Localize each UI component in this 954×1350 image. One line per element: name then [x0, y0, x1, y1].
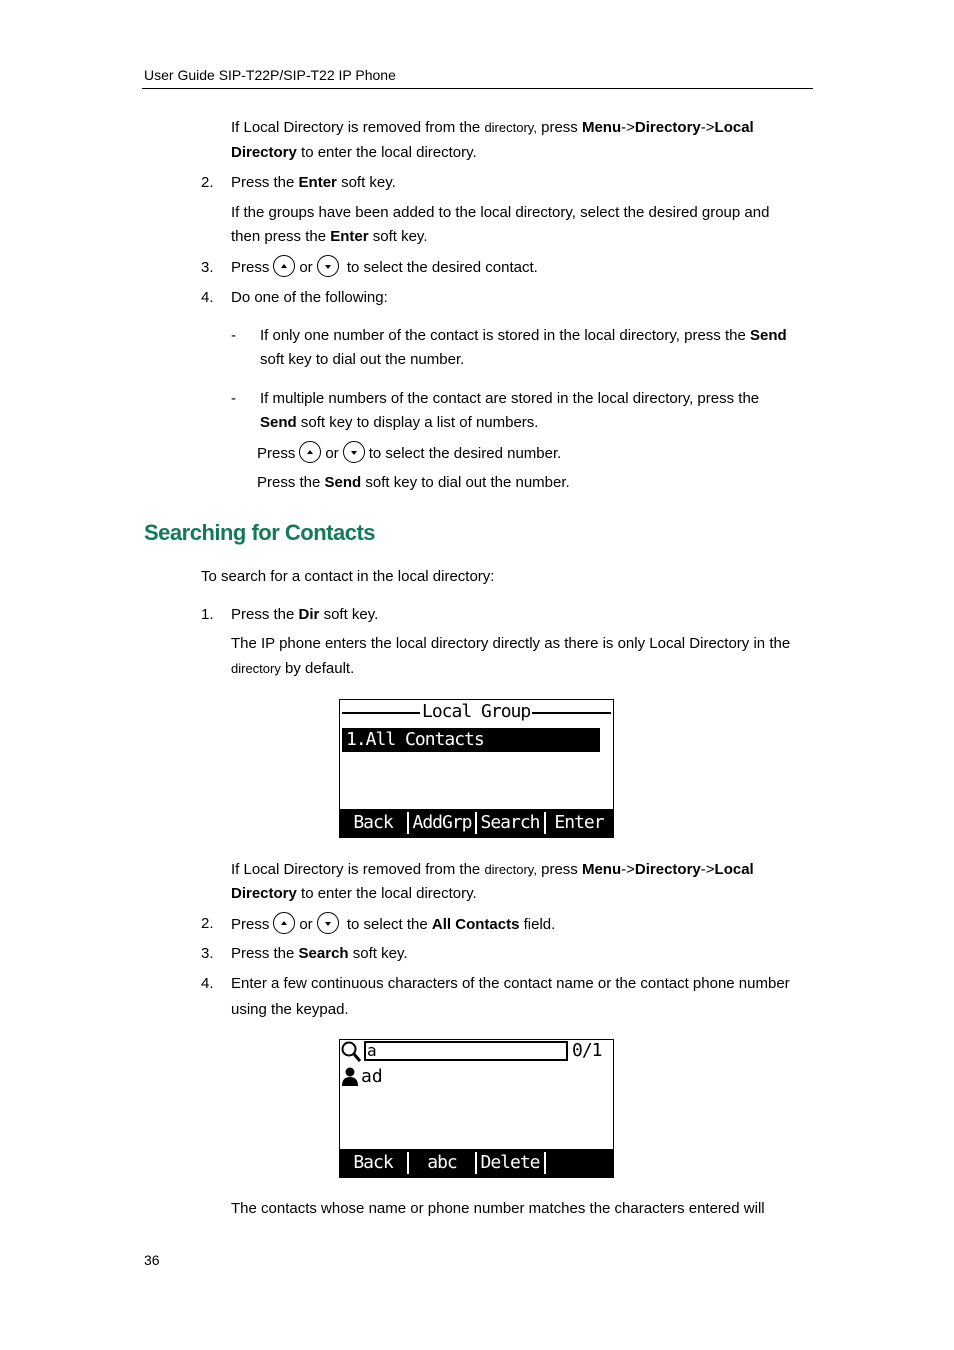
search-step-3 — [231, 944, 408, 964]
title-rule — [342, 712, 420, 714]
up-arrow-key-icon — [273, 255, 295, 277]
up-arrow-key-icon — [273, 912, 295, 934]
search-step-4-line1: Enter a few continuous characters of the contact name or the contact phone number — [231, 975, 790, 992]
enter-key: Enter — [330, 228, 369, 245]
text: Press — [257, 444, 296, 462]
text: or — [299, 915, 313, 933]
local-key: Local — [714, 119, 754, 136]
text: soft key. — [372, 228, 428, 245]
step-2 — [231, 173, 396, 193]
text: or — [325, 444, 339, 462]
bullet-1-line2: soft key to dial out the number. — [260, 351, 465, 368]
arrow: -> — [621, 119, 635, 136]
text: If Local Directory is removed from the — [231, 861, 481, 878]
phone-screen-local-group — [339, 699, 614, 838]
text: Press — [231, 915, 270, 933]
text: Press the — [257, 474, 321, 491]
text: Press the — [231, 945, 295, 962]
step-number: 4. — [201, 289, 214, 306]
selected-item: 1.All Contacts — [342, 728, 600, 752]
softkey-empty — [546, 1149, 612, 1177]
contact-name: ad — [361, 1066, 383, 1087]
text: directory, — [484, 862, 537, 877]
enter-key: Enter — [298, 174, 337, 191]
softkey-abc: abc — [427, 1152, 457, 1173]
step-number: 4. — [201, 975, 214, 992]
text: to enter the local directory. — [301, 144, 477, 161]
up-arrow-key-icon — [299, 441, 321, 463]
step-4: Do one of the following: — [231, 289, 388, 306]
section-title: Searching for Contacts — [144, 520, 376, 545]
text: soft key to dial out the number. — [365, 474, 570, 491]
softkey-bar — [340, 1149, 613, 1177]
step-number: 3. — [201, 259, 214, 276]
search-step-1 — [231, 605, 378, 625]
local-key: Local — [714, 861, 754, 878]
text: Press the — [231, 174, 295, 191]
paragraph-local-removed-line2 — [231, 143, 477, 163]
title-rule — [526, 712, 611, 714]
arrow: -> — [621, 861, 635, 878]
step-number: 2. — [201, 174, 214, 191]
send-key: Send — [749, 327, 787, 344]
text: to select the desired contact. — [346, 258, 538, 276]
step-number: 3. — [201, 945, 214, 962]
bullet-2-press — [257, 443, 561, 465]
text: soft key. — [352, 945, 408, 962]
text: to enter the local directory. — [301, 885, 477, 902]
step-2-note-line1: If the groups have been added to the local directory, select the desired group and — [231, 204, 770, 221]
down-arrow-key-icon — [317, 255, 339, 277]
arrow: -> — [700, 119, 715, 136]
running-header: User Guide SIP-T22P/SIP-T22 IP Phone — [144, 67, 396, 83]
bullet-2-line2 — [260, 413, 538, 433]
search-step-1-note-line2 — [231, 659, 354, 679]
contact-icon — [341, 1067, 359, 1087]
text: press — [541, 119, 578, 136]
down-arrow-key-icon — [343, 441, 365, 463]
page-number: 36 — [144, 1252, 160, 1268]
text: to select the desired number. — [368, 444, 562, 462]
send-key: Send — [260, 414, 297, 431]
directory-key: Directory — [634, 119, 701, 136]
step-3 — [231, 257, 538, 279]
search-input: a — [364, 1041, 568, 1061]
text: soft key to display a list of numbers. — [300, 414, 539, 431]
softkey-bar — [340, 809, 613, 837]
bullet-dash: - — [231, 390, 236, 407]
closing-paragraph: The contacts whose name or phone number matches the characters entered will — [231, 1200, 765, 1217]
search-icon — [341, 1041, 361, 1063]
softkey-search: Search — [480, 812, 540, 833]
text: Press — [231, 258, 270, 276]
text: If only one number of the contact is stored in the local directory, press the — [260, 327, 746, 344]
text: If Local Directory is removed from the — [231, 119, 481, 136]
text: by default. — [285, 660, 355, 677]
header-rule — [142, 88, 813, 89]
text: press — [541, 861, 578, 878]
step-number: 2. — [201, 915, 214, 932]
result-count: 0/1 — [572, 1040, 602, 1061]
bullet-2-send — [257, 473, 570, 493]
phone-screen-search — [339, 1039, 614, 1178]
text: soft key. — [323, 606, 379, 623]
menu-key: Menu — [581, 119, 622, 136]
softkey-delete: Delete — [480, 1152, 540, 1173]
step-number: 1. — [201, 606, 214, 623]
bullet-1-line1 — [260, 326, 787, 346]
arrow: -> — [700, 861, 715, 878]
softkey-back: Back — [353, 1152, 393, 1173]
bullet-dash: - — [231, 327, 236, 344]
search-step-2 — [231, 914, 555, 936]
text: field. — [523, 915, 556, 933]
bullet-2-line1: If multiple numbers of the contact are stored in the local directory, press the — [260, 390, 760, 407]
paragraph-local-removed-line2 — [231, 884, 477, 904]
text: directory — [231, 661, 281, 676]
step-2-note-line2 — [231, 227, 428, 247]
search-step-1-note-line1: The IP phone enters the local directory directly as there is only Local Directory in the — [231, 635, 791, 652]
paragraph-local-removed — [231, 860, 754, 880]
screen-title: Local Group — [422, 701, 531, 722]
down-arrow-key-icon — [317, 912, 339, 934]
softkey-addgrp: AddGrp — [412, 812, 472, 833]
all-contacts-key: All Contacts — [431, 915, 520, 933]
text: soft key. — [341, 174, 396, 191]
menu-key: Menu — [581, 861, 622, 878]
text: directory, — [484, 120, 537, 135]
softkey-enter: Enter — [554, 812, 604, 833]
directory-key: Directory — [231, 885, 297, 902]
softkey-back: Back — [353, 812, 393, 833]
text: or — [299, 258, 313, 276]
search-key: Search — [298, 945, 349, 962]
text: then press the — [231, 228, 327, 245]
paragraph-local-removed — [231, 118, 754, 138]
text: Press the — [231, 606, 295, 623]
dir-key: Dir — [298, 606, 320, 623]
procedure-heading: To search for a contact in the local directory: — [201, 568, 495, 585]
send-key: Send — [324, 474, 362, 491]
text: to select the — [346, 915, 428, 933]
directory-key: Directory — [231, 144, 297, 161]
directory-key: Directory — [634, 861, 701, 878]
search-step-4-line2: using the keypad. — [231, 1001, 349, 1018]
